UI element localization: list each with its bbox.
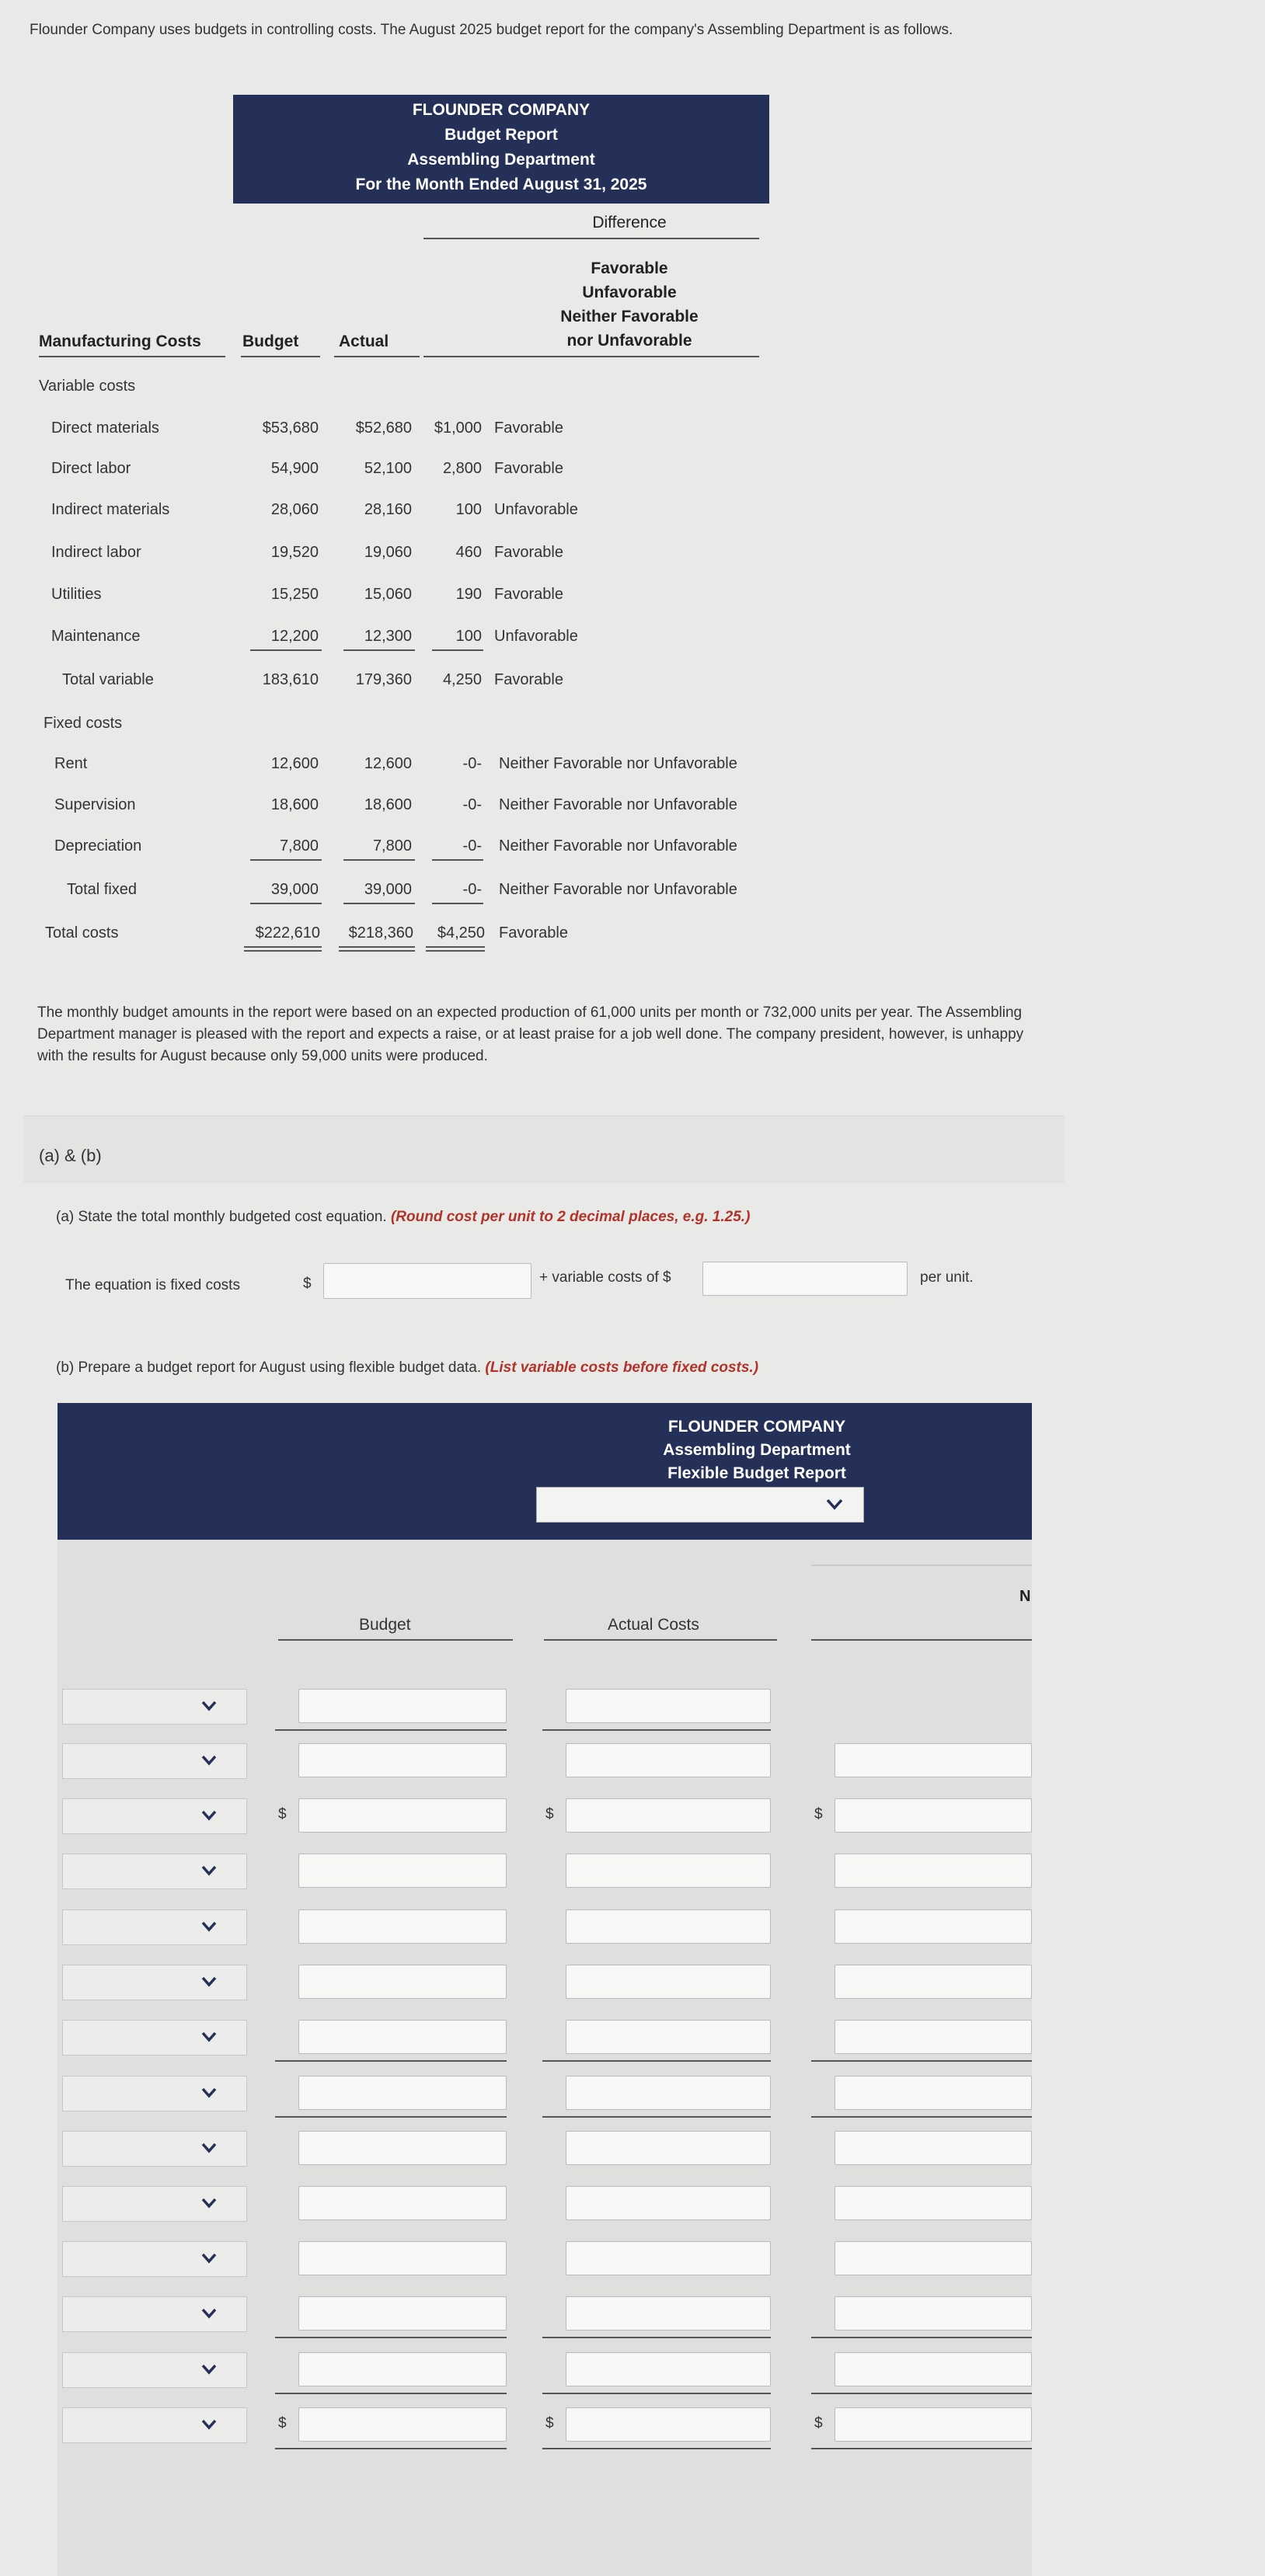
row-diff: -0- [462, 755, 482, 772]
flex-budget-input[interactable] [298, 1798, 507, 1833]
row-diff: 100 [455, 628, 482, 645]
row-diff: -0- [462, 796, 482, 813]
flex-budget-input[interactable] [298, 2241, 507, 2275]
row-diff: $4,250 [437, 924, 485, 942]
subtotal-underline [343, 859, 415, 861]
variable-cost-input[interactable] [702, 1262, 908, 1296]
flex-budget-input[interactable] [298, 2186, 507, 2220]
flex-col-diff: N [1019, 1588, 1031, 1605]
row-label: Supervision [54, 796, 136, 813]
double-underline [339, 946, 415, 952]
row-diff: $1,000 [434, 419, 482, 437]
part-b-hint: (List variable costs before fixed costs.) [485, 1359, 759, 1376]
chevron-down-icon[interactable] [197, 2413, 221, 2436]
row-label: Rent [54, 755, 88, 772]
fixed-costs-heading: Fixed costs [44, 715, 123, 732]
row-budget: 54,900 [270, 460, 319, 477]
row-label: Direct labor [51, 460, 131, 477]
chevron-down-icon[interactable] [821, 1490, 849, 1518]
dollar-sign: $ [814, 2415, 823, 2432]
report-period: For the Month Ended August 31, 2025 [355, 176, 647, 193]
row-verdict: Favorable [494, 419, 563, 437]
row-label: Depreciation [54, 837, 142, 855]
row-verdict: Neither Favorable nor Unfavorable [499, 837, 737, 855]
chevron-down-icon[interactable] [197, 1859, 221, 1882]
flex-total-underline [542, 1729, 771, 1731]
row-label: Total costs [45, 924, 119, 942]
flex-total-underline [811, 2116, 1032, 2118]
flex-difference-input[interactable] [835, 2352, 1032, 2386]
header-underline-diff [423, 356, 759, 357]
row-verdict: Favorable [494, 586, 563, 603]
flex-actual-input[interactable] [566, 1743, 771, 1777]
flex-total-underline [542, 2393, 771, 2394]
flex-difference-input[interactable] [835, 1965, 1032, 1999]
row-label: Maintenance [51, 628, 141, 645]
subtotal-underline [343, 903, 415, 904]
row-label: Direct materials [51, 419, 159, 437]
report-company: FLOUNDER COMPANY [412, 101, 591, 119]
flex-col-actual: Actual Costs [608, 1616, 699, 1634]
flex-actual-input[interactable] [566, 1854, 771, 1888]
row-budget: $222,610 [255, 924, 320, 942]
chevron-down-icon[interactable] [197, 2247, 221, 2270]
row-verdict: Unfavorable [494, 501, 578, 518]
row-budget: 39,000 [270, 881, 319, 898]
difference-subheading [497, 256, 761, 353]
subtotal-underline [250, 903, 322, 904]
row-diff: 190 [455, 586, 482, 603]
row-diff: -0- [462, 837, 482, 855]
flex-difference-input[interactable] [835, 2296, 1032, 2331]
equation-prefix: The equation is fixed costs [65, 1277, 240, 1293]
row-actual: 19,060 [364, 544, 412, 561]
chevron-down-icon[interactable] [197, 2191, 221, 2215]
flex-difference-input[interactable] [835, 2131, 1032, 2165]
flex-total-underline [811, 2337, 1032, 2338]
section-label: (a) & (b) [39, 1146, 102, 1165]
flex-title: Flexible Budget Report [667, 1464, 846, 1482]
chevron-down-icon[interactable] [197, 1915, 221, 1938]
row-budget: 28,060 [270, 501, 319, 518]
row-actual: 7,800 [372, 837, 412, 855]
row-actual: 18,600 [364, 796, 412, 813]
flex-company: FLOUNDER COMPANY [667, 1418, 846, 1436]
chevron-down-icon[interactable] [197, 2081, 221, 2104]
dollar-sign: $ [814, 1806, 823, 1822]
row-diff: 2,800 [442, 460, 482, 477]
flex-total-underline [542, 2116, 771, 2118]
row-verdict: Favorable [494, 671, 563, 688]
row-actual: 28,160 [364, 501, 412, 518]
flex-total-underline [275, 2060, 507, 2062]
flex-total-underline [811, 2448, 1032, 2449]
fixed-costs-input[interactable] [323, 1263, 531, 1299]
flex-actual-input[interactable] [566, 2076, 771, 2110]
row-actual: 39,000 [364, 881, 412, 898]
flex-difference-input[interactable] [835, 2407, 1032, 2442]
flex-actual-input[interactable] [566, 1909, 771, 1944]
diff-col-rule [811, 1565, 1032, 1566]
problem-paragraph: The monthly budget amounts in the report were based on an expected production of 61,000 units per month or 732,000 units per year. The Assembling Department manager is pleased with the report and expects a raise, or at least praise for a job well done. The company president, however, is unhappy with the results for August because only 59,000 units were produced. [37, 1004, 1024, 1064]
flex-difference-input[interactable] [835, 2186, 1032, 2220]
row-diff: 100 [455, 501, 482, 518]
flex-difference-input[interactable] [835, 1854, 1032, 1888]
equation-suffix: per unit. [920, 1269, 974, 1286]
row-budget: 7,800 [279, 837, 319, 855]
flex-actual-input[interactable] [566, 2352, 771, 2386]
row-diff: 4,250 [442, 671, 482, 688]
flex-difference-input[interactable] [835, 2241, 1032, 2275]
col-manufacturing-costs: Manufacturing Costs [39, 332, 201, 350]
subtotal-underline [250, 649, 322, 651]
flex-department: Assembling Department [663, 1441, 851, 1459]
flex-difference-input[interactable] [835, 1909, 1032, 1944]
row-verdict: Favorable [499, 924, 568, 942]
flex-actual-input[interactable] [566, 1798, 771, 1833]
row-budget: 183,610 [262, 671, 319, 688]
part-a-question-text: (a) State the total monthly budgeted cost equation. [56, 1209, 387, 1225]
chevron-down-icon[interactable] [197, 2025, 221, 2049]
part-b-question-text: (b) Prepare a budget report for August using flexible budget data. [56, 1359, 482, 1376]
col-actual: Actual [339, 332, 389, 350]
flex-actual-input[interactable] [566, 1689, 771, 1723]
row-budget: 18,600 [270, 796, 319, 813]
flex-budget-input[interactable] [298, 1909, 507, 1944]
flex-total-underline [275, 2337, 507, 2338]
row-budget: 15,250 [270, 586, 319, 603]
row-label: Indirect labor [51, 544, 141, 561]
subtotal-underline [343, 649, 415, 651]
flex-total-underline [542, 2060, 771, 2062]
flex-difference-input[interactable] [835, 1798, 1032, 1833]
flex-col-underline [278, 1639, 513, 1641]
row-verdict: Favorable [494, 460, 563, 477]
chevron-down-icon[interactable] [197, 1694, 221, 1718]
col-budget: Budget [242, 332, 299, 350]
row-actual: $218,360 [348, 924, 413, 942]
flex-actual-input[interactable] [566, 2131, 771, 2165]
row-label: Utilities [51, 586, 102, 603]
row-actual: 52,100 [364, 460, 412, 477]
flex-budget-input[interactable] [298, 2076, 507, 2110]
part-a-question [56, 1209, 750, 1226]
flex-total-underline [542, 2448, 771, 2449]
diff-sub-favorable: Favorable [591, 259, 668, 277]
flex-total-underline [275, 2448, 507, 2449]
row-verdict: Unfavorable [494, 628, 578, 645]
flex-actual-input[interactable] [566, 2186, 771, 2220]
subtotal-underline [432, 903, 483, 904]
chevron-down-icon[interactable] [197, 2302, 221, 2325]
flex-col-budget: Budget [359, 1616, 411, 1634]
flex-total-underline [811, 2393, 1032, 2394]
flex-actual-input[interactable] [566, 2407, 771, 2442]
row-budget: 19,520 [270, 544, 319, 561]
period-select[interactable] [536, 1487, 864, 1523]
chevron-down-icon[interactable] [197, 2358, 221, 2381]
flex-difference-input[interactable] [835, 2020, 1032, 2054]
row-verdict: Neither Favorable nor Unfavorable [499, 796, 737, 813]
row-diff: -0- [462, 881, 482, 898]
dollar-sign: $ [278, 2415, 287, 2432]
report-department: Assembling Department [407, 151, 595, 169]
header-underline-budget [241, 356, 320, 357]
chevron-down-icon[interactable] [197, 1804, 221, 1827]
chevron-down-icon[interactable] [197, 1749, 221, 1772]
row-label: Indirect materials [51, 501, 170, 518]
question-section-bar [23, 1116, 1065, 1183]
flex-total-underline [275, 2116, 507, 2118]
row-verdict: Neither Favorable nor Unfavorable [499, 881, 737, 898]
flex-col-underline [811, 1639, 1032, 1641]
flex-total-underline [275, 2393, 507, 2394]
flex-budget-input[interactable] [298, 2352, 507, 2386]
part-a-hint: (Round cost per unit to 2 decimal places, e.g. 1.25.) [390, 1209, 751, 1225]
double-underline [244, 946, 322, 952]
row-actual: 15,060 [364, 586, 412, 603]
chevron-down-icon[interactable] [197, 2136, 221, 2160]
flex-budget-input[interactable] [298, 1965, 507, 1999]
subtotal-underline [250, 859, 322, 861]
dollar-sign: $ [278, 1806, 287, 1822]
chevron-down-icon[interactable] [197, 1970, 221, 1993]
variable-costs-heading: Variable costs [39, 378, 136, 395]
diff-sub-nor: nor Unfavorable [566, 332, 692, 350]
row-label: Total fixed [67, 881, 138, 898]
row-diff: 460 [455, 544, 482, 561]
row-actual: $52,680 [355, 419, 412, 437]
flex-budget-input[interactable] [298, 1854, 507, 1888]
flex-actual-input[interactable] [566, 1965, 771, 1999]
flex-actual-input[interactable] [566, 2296, 771, 2331]
row-verdict: Favorable [494, 544, 563, 561]
row-verdict: Neither Favorable nor Unfavorable [499, 755, 737, 772]
difference-underline [423, 238, 759, 239]
row-actual: 12,300 [364, 628, 412, 645]
row-label: Total variable [62, 671, 154, 688]
flex-budget-input[interactable] [298, 1743, 507, 1777]
diff-sub-unfavorable: Unfavorable [582, 284, 677, 301]
flex-budget-input[interactable] [298, 2131, 507, 2165]
diff-sub-neither: Neither Favorable [560, 308, 699, 325]
part-b-question [56, 1359, 758, 1377]
row-actual: 179,360 [355, 671, 412, 688]
flex-difference-input[interactable] [835, 2076, 1032, 2110]
flex-budget-input[interactable] [298, 2407, 507, 2442]
dollar-sign: $ [545, 2415, 554, 2432]
dollar-sign: $ [545, 1806, 554, 1822]
row-budget: $53,680 [262, 419, 319, 437]
flex-budget-input[interactable] [298, 2296, 507, 2331]
report-title: Budget Report [444, 126, 558, 144]
flex-total-underline [542, 2337, 771, 2338]
row-budget: 12,600 [270, 755, 319, 772]
flex-actual-input[interactable] [566, 2241, 771, 2275]
problem-intro: Flounder Company uses budgets in controlling costs. The August 2025 budget report for the company's Assembling Department is as follows. [30, 22, 953, 38]
flex-budget-input[interactable] [298, 2020, 507, 2054]
subtotal-underline [432, 649, 483, 651]
row-actual: 12,600 [364, 755, 412, 772]
flex-budget-input[interactable] [298, 1689, 507, 1723]
report-header [233, 95, 769, 204]
subtotal-underline [432, 859, 483, 861]
row-budget: 12,200 [270, 628, 319, 645]
flex-difference-input[interactable] [835, 1743, 1032, 1777]
flex-col-underline [544, 1639, 777, 1641]
flex-total-underline [275, 1729, 507, 1731]
header-underline-actual [334, 356, 420, 357]
difference-heading: Difference [592, 214, 667, 231]
header-underline [39, 356, 225, 357]
equation-middle: + variable costs of $ [539, 1269, 671, 1286]
double-underline [426, 946, 485, 952]
flex-actual-input[interactable] [566, 2020, 771, 2054]
fixed-cost-dollar: $ [303, 1276, 312, 1292]
flex-total-underline [811, 2060, 1032, 2062]
